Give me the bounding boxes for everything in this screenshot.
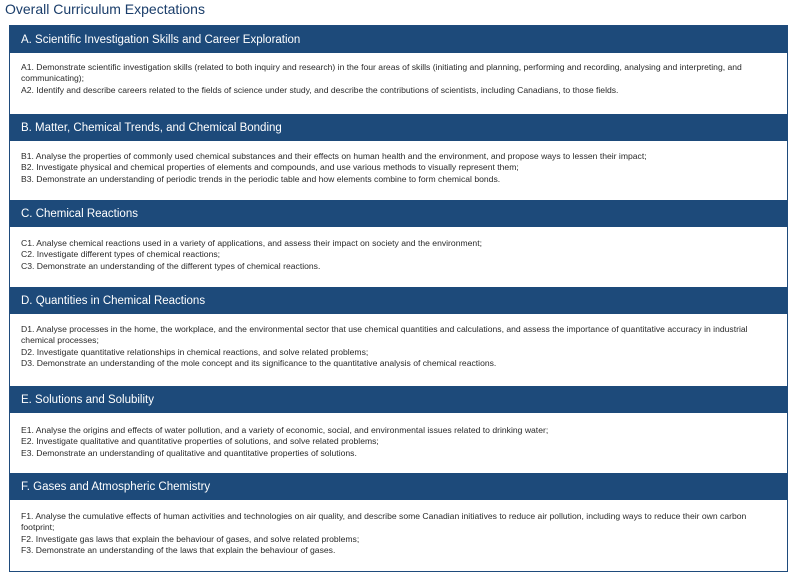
section-a-body xyxy=(10,62,787,96)
expectation-e2: E2. Investigate qualitative and quantitative properties of solutions, and solve related problems; xyxy=(21,436,379,447)
section-d-heading: D. Quantities in Chemical Reactions xyxy=(10,287,787,314)
expectation-e1: E1. Analyse the origins and effects of water pollution, and a variety of economic, social, and environmental issues related to drinking water; xyxy=(21,425,549,435)
page-title: Overall Curriculum Expectations xyxy=(5,1,205,17)
expectation-b2: B2. Investigate physical and chemical properties of elements and compounds, and use various methods to visually represent them; xyxy=(21,162,519,173)
expectation-c3: C3. Demonstrate an understanding of the different types of chemical reactions. xyxy=(21,260,321,271)
expectation-e3: E3. Demonstrate an understanding of qualitative and quantitative properties of solutions. xyxy=(21,447,357,458)
expectation-b3: B3. Demonstrate an understanding of periodic trends in the periodic table and how elements combine to form chemical bonds. xyxy=(21,173,501,184)
expectation-c1: C1. Analyse chemical reactions used in a variety of applications, and assess their impact on society and the environment; xyxy=(21,238,482,248)
expectation-b1: B1. Analyse the properties of commonly used chemical substances and their effects on human health and the environment, and propose ways to lessen their impact; xyxy=(21,151,647,161)
expectation-d2: D2. Investigate quantitative relationships in chemical reactions, and solve related problems; xyxy=(21,346,369,357)
section-a-heading: A. Scientific Investigation Skills and Career Exploration xyxy=(10,26,787,53)
section-c-body xyxy=(10,238,787,272)
expectation-d3: D3. Demonstrate an understanding of the mole concept and its significance to the quantitative analysis of chemical reactions. xyxy=(21,358,497,369)
section-e-body xyxy=(10,425,787,459)
expectation-f1: F1. Analyse the cumulative effects of human activities and technologies on air quality, and describe some Canadian initiatives to reduce air pollution, including ways to reduce their own carbon footprint; xyxy=(21,511,747,533)
section-c-heading: C. Chemical Reactions xyxy=(10,200,787,227)
expectation-f2: F2. Investigate gas laws that explain the behaviour of gases, and solve related problems; xyxy=(21,533,360,544)
section-f-body xyxy=(10,511,787,557)
section-b-heading: B. Matter, Chemical Trends, and Chemical Bonding xyxy=(10,114,787,141)
expectation-d1: D1. Analyse processes in the home, the workplace, and the environmental sector that use chemical quantities and calculations, and assess the importance of quantitative accuracy in industrial chemical processes; xyxy=(21,324,748,346)
section-b-body xyxy=(10,151,787,185)
section-f-heading: F. Gases and Atmospheric Chemistry xyxy=(10,473,787,500)
section-d-body xyxy=(10,324,787,370)
expectation-c2: C2. Investigate different types of chemical reactions; xyxy=(21,249,221,260)
expectation-a1: A1. Demonstrate scientific investigation skills (related to both inquiry and research) in the four areas of skills (initiating and planning, performing and recording, analysing and interpreting, and communicating); xyxy=(21,62,742,84)
section-e-heading: E. Solutions and Solubility xyxy=(10,386,787,413)
expectations-table xyxy=(9,25,788,572)
expectation-a2: A2. Identify and describe careers related to the fields of science under study, and describe the contributions of scientists, including Canadians, to those fields. xyxy=(21,84,619,95)
expectation-f3: F3. Demonstrate an understanding of the laws that explain the behaviour of gases. xyxy=(21,545,336,556)
